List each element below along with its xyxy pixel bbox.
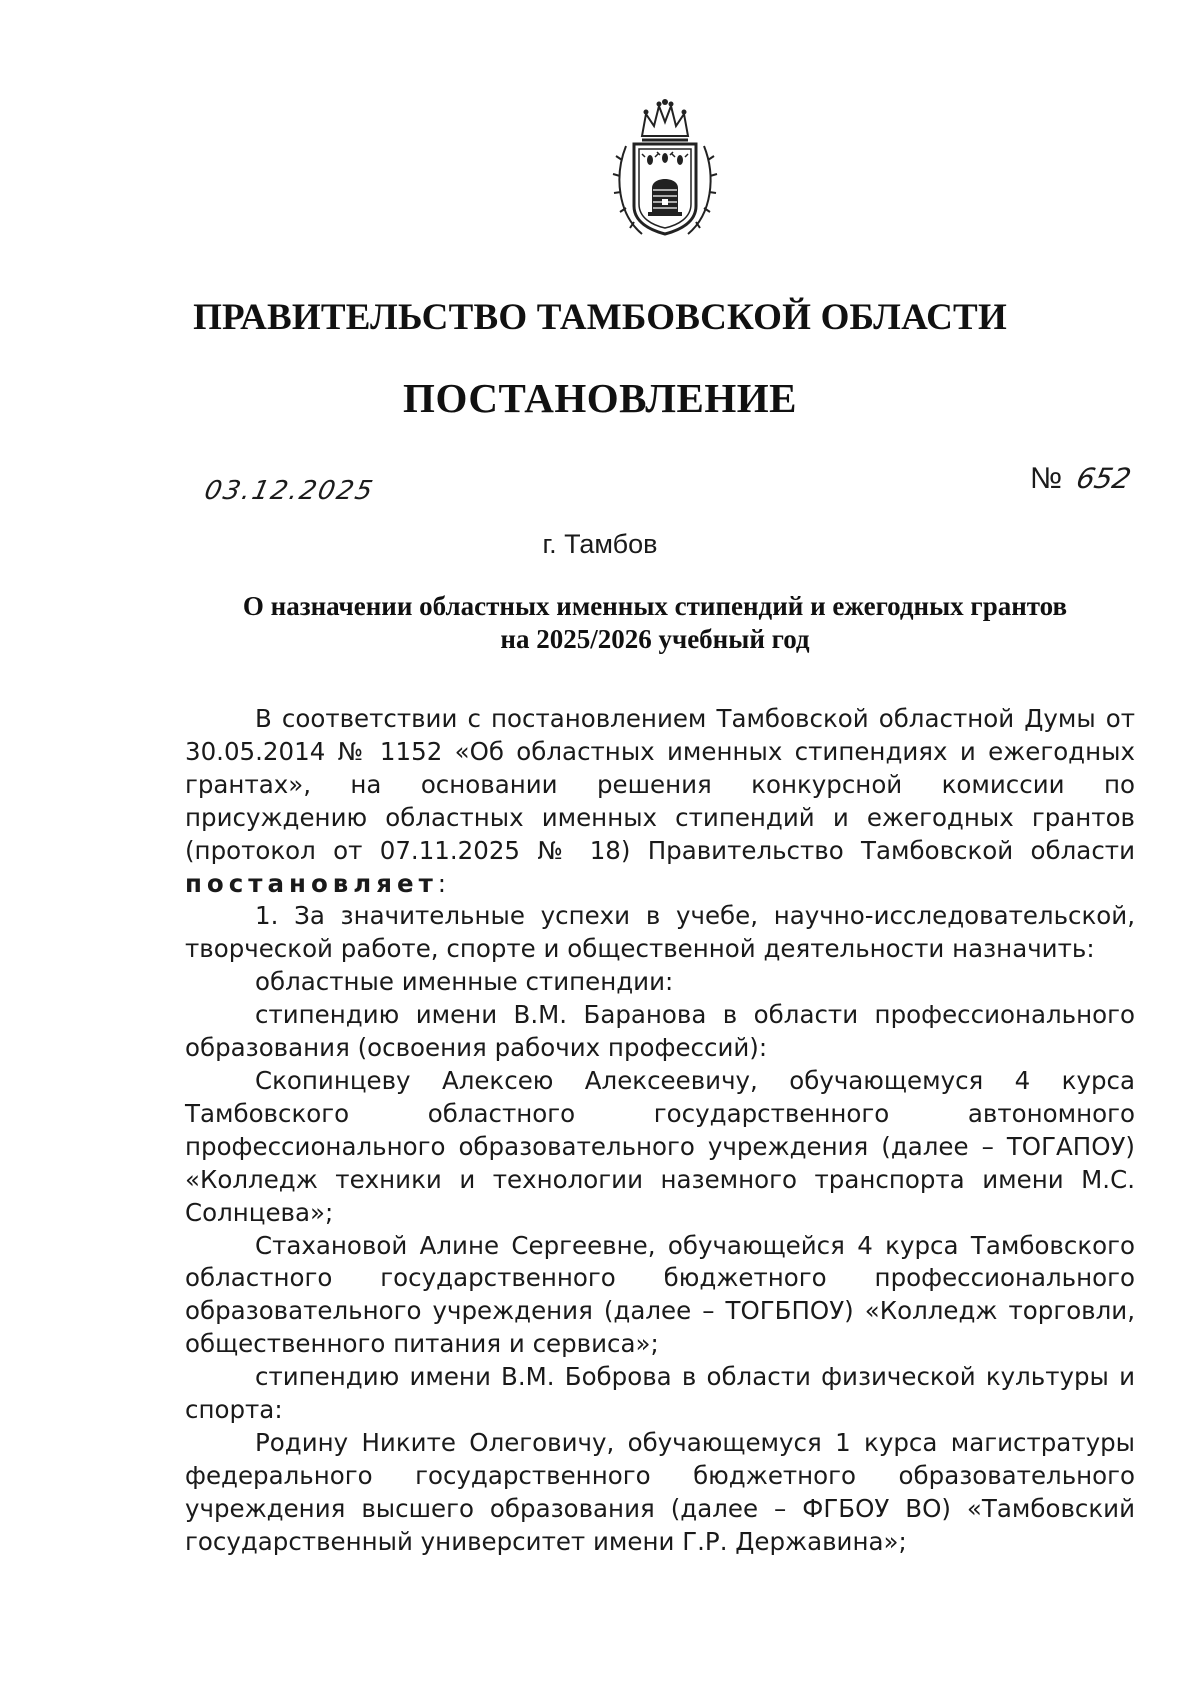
number-value: 652: [1073, 462, 1134, 495]
document-subject: [190, 590, 1120, 656]
paragraph-scholarships: областные именные стипендии:: [255, 967, 674, 997]
paragraph-item-1: 1. За значительные успехи в учебе, научно-исследовательской, творческой работе, спорте и общественной деятельности назначить:: [185, 901, 1135, 964]
document-body: [185, 703, 1135, 1559]
paragraph-preamble: В соответствии с постановлением Тамбовской областной Думы от 30.05.2014 № 1152 «Об областных именных стипендиях и ежегодных грантах», на основании решения конкурсной комиссии по присуждению областных именных стипендий и ежегодных грантов (протокол от 07.11.2025 № 18) Правительство Тамбовской области постановляет:: [185, 704, 1135, 898]
paragraph-skopintsev: Скопинцеву Алексею Алексеевичу, обучающемуся 4 курса Тамбовского областного государственного автономного профессионального образовательного учреждения (далее – ТОГАПОУ) «Колледж техники и технологии наземного транспорта имени М.С. Солнцева»;: [185, 1065, 1135, 1227]
document-type: ПОСТАНОВЛЕНИЕ: [403, 375, 797, 421]
document-number: [1030, 462, 1134, 496]
paragraph-rodin: Родину Никите Олеговичу, обучающемуся 1 курса магистратуры федерального государственного бюджетного образовательного учреждения высшего образования (далее – ФГБОУ ВО) «Тамбовский государственный университет имени Г.Р. Державина»;: [185, 1427, 1135, 1556]
subject-line-1: О назначении областных именных стипендий и ежегодных грантов: [242, 591, 1068, 621]
paragraph-stakhanova: Стахановой Алине Сергеевне, обучающейся 4 курса Тамбовского областного государственного бюджетного профессионального образовательного учреждения (далее – ТОГБПОУ) «Колледж торговли, общественного питания и сервиса»;: [185, 1230, 1135, 1359]
tambov-coat-of-arms-icon: [612, 96, 718, 244]
document-date: 03.12.2025: [201, 476, 378, 506]
number-sign: №: [1030, 462, 1063, 495]
subject-line-2: на 2025/2026 учебный год: [500, 624, 810, 654]
city: г. Тамбов: [542, 529, 658, 559]
decree-word: постановляет: [185, 868, 438, 898]
government-name: ПРАВИТЕЛЬСТВО ТАМБОВСКОЙ ОБЛАСТИ: [193, 297, 1007, 338]
paragraph-baranov: стипендию имени В.М. Баранова в области профессионального образования (освоения рабочих профессий):: [185, 1000, 1135, 1063]
paragraph-bobrov: стипендию имени В.М. Боброва в области физической культуры и спорта:: [185, 1362, 1135, 1425]
